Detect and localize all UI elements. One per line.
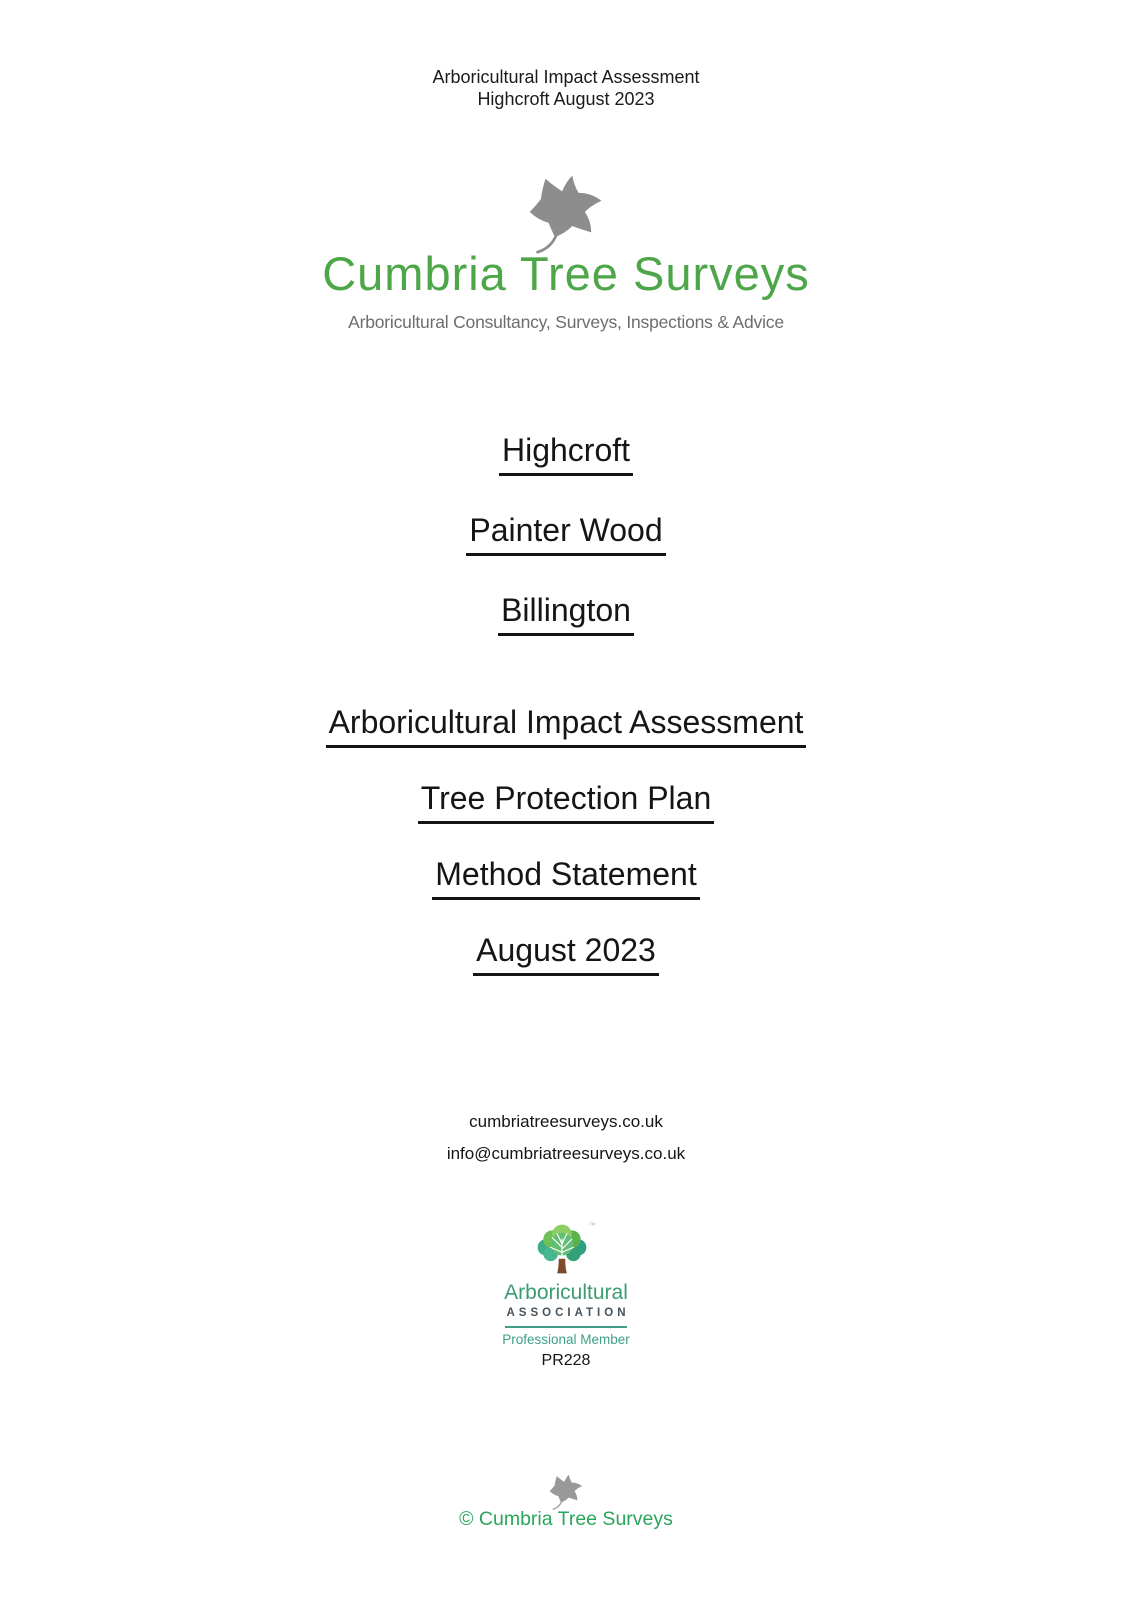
running-header [0, 66, 1132, 110]
brand-tagline: Arboricultural Consultancy, Surveys, Inspections & Advice [348, 312, 784, 332]
footer-copyright: © Cumbria Tree Surveys [459, 1508, 673, 1530]
association-caps: ASSOCIATION [506, 1307, 630, 1319]
reference-code: PR228 [541, 1352, 591, 1369]
trademark-symbol: ™ [588, 1221, 596, 1230]
title-protection-plan [0, 780, 1132, 824]
title-site-name [0, 432, 1132, 476]
running-header-line1: Arboricultural Impact Assessment [432, 67, 700, 87]
title-protection-plan-text: Tree Protection Plan [418, 780, 715, 824]
title-locality-text: Painter Wood [466, 512, 665, 556]
brand-name: Cumbria Tree Surveys [322, 247, 810, 300]
title-locality [0, 512, 1132, 556]
association-membership: Professional Member [502, 1331, 630, 1347]
running-header-line2: Highcroft August 2023 [477, 89, 655, 109]
title-town [0, 592, 1132, 636]
association-tree-icon [536, 1221, 596, 1280]
email-text: info@cumbriatreesurveys.co.uk [446, 1144, 686, 1163]
title-date [0, 932, 1132, 976]
title-assessment [0, 704, 1132, 748]
association-name: Arboricultural [504, 1281, 628, 1304]
title-site-name-text: Highcroft [499, 432, 633, 476]
title-town-text: Billington [498, 592, 634, 636]
title-method-statement-text: Method Statement [432, 856, 699, 900]
title-date-text: August 2023 [473, 932, 659, 976]
title-method-statement [0, 856, 1132, 900]
title-assessment-text: Arboricultural Impact Assessment [326, 704, 807, 748]
website-text: cumbriatreesurveys.co.uk [469, 1112, 663, 1131]
association-badge [0, 1222, 1132, 1346]
association-divider [505, 1326, 627, 1328]
